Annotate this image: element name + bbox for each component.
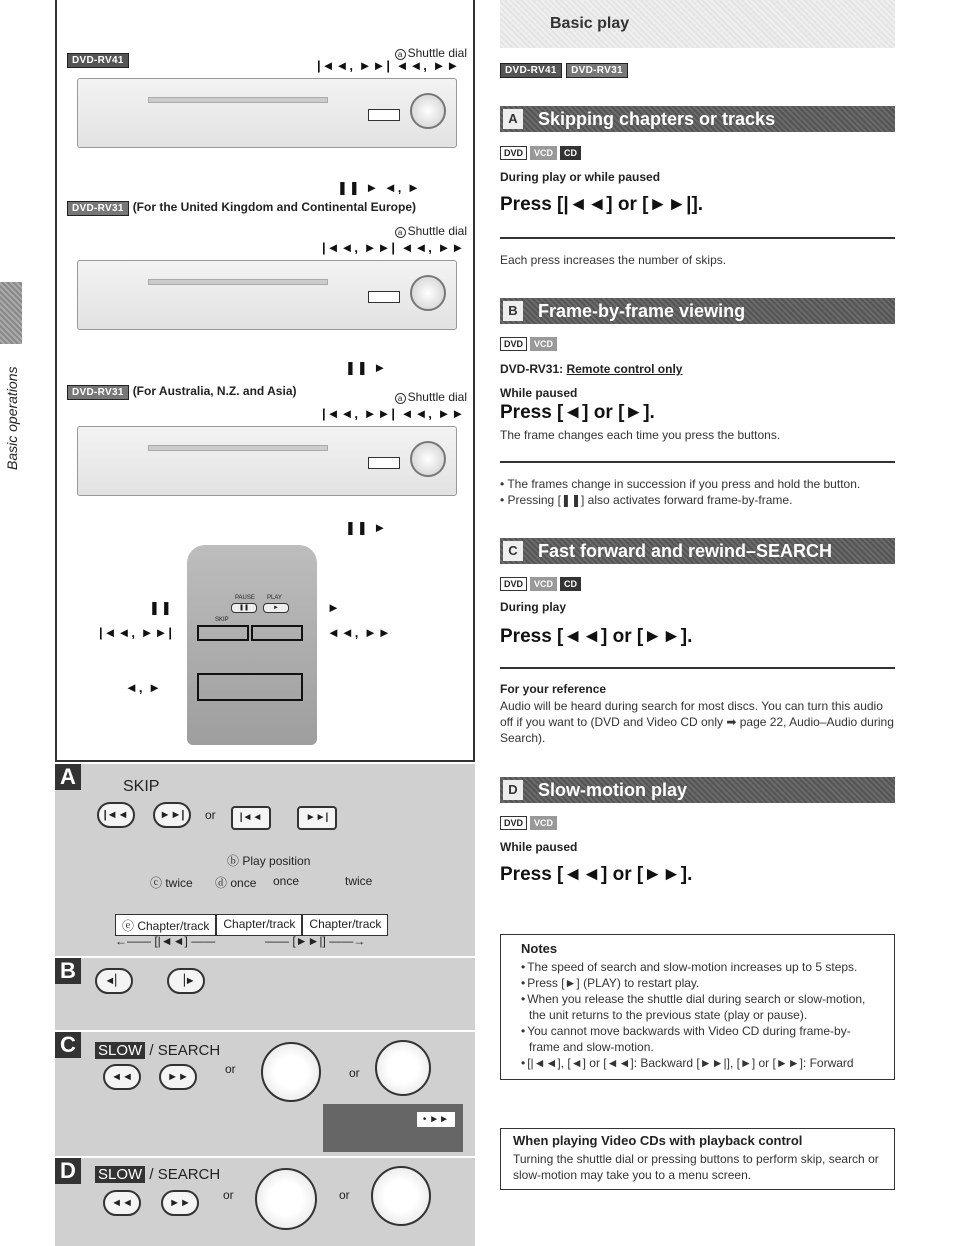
side-label: Basic operations [4, 366, 20, 470]
model-tag: DVD-RV31 [67, 385, 129, 400]
shuttle-dial[interactable] [375, 1040, 431, 1096]
panel-c-search: C SLOW / SEARCH ◄◄ ►► or or • ►► [55, 1032, 475, 1156]
reference-text: Audio will be heard during search for most discs. You can turn this audio off if you want to (DVD and Video CD only ➡ page 22, Audio–Audio during Search). [500, 699, 894, 745]
shuttle-dial [410, 441, 446, 477]
section-c-header: C Fast forward and rewind–SEARCH [500, 538, 895, 564]
frame-back-button[interactable]: ◄▏ [95, 968, 133, 994]
model-tags: DVD-RV41 DVD-RV31 [500, 60, 628, 78]
vcd-note-title: When playing Video CDs with playback control [513, 1133, 803, 1148]
section-b-header: B Frame-by-frame viewing [500, 298, 895, 324]
notes-title: Notes [521, 941, 558, 956]
bullet-text: • The frames change in succession if you press and hold the button. [500, 477, 861, 491]
skip-forward-button[interactable]: ►►| [153, 802, 191, 828]
device-symbols-top: |◄◄, ►►| ◄◄, ►► [317, 58, 461, 73]
shuttle-dial[interactable] [371, 1166, 431, 1226]
device-dvd-rv31-aus: DVD-RV31 (For Australia, N.Z. and Asia) a Shuttle dial |◄◄, ►►| ◄◄, ►► ❚❚ ► [67, 384, 467, 544]
shuttle-dial-label: a Shuttle dial [395, 46, 467, 60]
press-instruction: Press [◄◄] or [►►]. [500, 864, 693, 885]
reference-title: For your reference [500, 682, 607, 696]
skip-forward-rect-button[interactable]: ►►| [297, 806, 337, 830]
slow-forward-button[interactable]: ►► [161, 1190, 199, 1216]
note-item: • You cannot move backwards with Video CD during frame-by-frame and slow-motion. [521, 1023, 876, 1055]
skip-back-rect-button[interactable]: |◄◄ [231, 806, 271, 830]
remote-pause-symbol: ❚❚ [149, 600, 173, 615]
remote-jog-dial[interactable] [261, 1042, 321, 1102]
note-item: • Press [►] (PLAY) to restart play. [521, 975, 876, 991]
frame-buttons[interactable] [197, 673, 303, 701]
press-instruction: Press [◄] or [►]. [500, 402, 655, 423]
note-item: • [|◄◄], [◄] or [◄◄]: Backward [►►|], [►] or [►►]: Forward [521, 1055, 876, 1071]
press-instruction: Press [◄◄] or [►►]. [500, 626, 693, 647]
chapter-track-row: ⓔ Chapter/track Chapter/track Chapter/track [115, 914, 388, 936]
dvd-recorder-front [77, 78, 457, 148]
condition-text: While paused [500, 840, 578, 854]
page-title: Basic play [550, 15, 630, 32]
device-symbols-bottom: ❚❚ ► [345, 360, 388, 375]
remote-only-note: DVD-RV31: Remote control only [500, 362, 683, 376]
skip-back-button[interactable]: |◄◄ [97, 802, 135, 828]
bullet-text: • Pressing [❚❚] also activates forward frame-by-frame. [500, 493, 793, 507]
body-text: Each press increases the number of skips. [500, 253, 727, 267]
slow-back-button[interactable]: ◄◄ [103, 1190, 141, 1216]
disc-tags: DVD VCD [500, 337, 560, 351]
section-d-header: D Slow-motion play [500, 777, 895, 803]
remote-play-symbol: ► [327, 600, 341, 615]
section-tab [0, 282, 22, 344]
skip-buttons[interactable] [197, 625, 249, 641]
device-dvd-rv41 [67, 46, 467, 196]
remote-jog-dial[interactable] [255, 1168, 317, 1230]
device-illustrations [55, 0, 475, 762]
rewind-button[interactable]: ◄◄ [103, 1064, 141, 1090]
disc-tags: DVD VCD CD [500, 577, 584, 591]
disc-tags: DVD VCD [500, 816, 560, 830]
remote-skip-symbol: |◄◄, ►►| [99, 625, 173, 640]
shuttle-dial [410, 275, 446, 311]
note-item: • When you release the shuttle dial during search or slow-motion, the unit returns to the previous state (play or pause). [521, 991, 876, 1023]
remote-search-symbol: ◄◄, ►► [327, 625, 392, 640]
vcd-note-box [500, 1128, 895, 1190]
dvd-recorder-front [77, 260, 457, 330]
section-a-header: A Skipping chapters or tracks [500, 106, 895, 132]
remote-frame-symbol: ◄, ► [125, 680, 162, 695]
page-title-bar [500, 0, 895, 48]
remote-control: PAUSE PLAY ❚❚ ► SKIP [187, 545, 317, 745]
notes-box [500, 934, 895, 1080]
panel-d-slow: D SLOW / SEARCH ◄◄ ►► or or [55, 1158, 475, 1246]
model-tag: DVD-RV31 [67, 201, 129, 216]
device-dvd-rv31-uk: DVD-RV31 (For the United Kingdom and Continental Europe) a Shuttle dial |◄◄, ►►| ◄◄, ►► ❚❚ ► [67, 200, 467, 380]
device-symbols-bottom: ❚❚ ► ◄, ► [337, 180, 421, 195]
device-symbols-bottom: ❚❚ ► [345, 520, 388, 535]
condition-text: While paused [500, 386, 578, 400]
condition-text: During play [500, 600, 567, 614]
press-instruction: Press [|◄◄] or [►►|]. [500, 194, 704, 215]
shuttle-dial-label: a Shuttle dial [395, 390, 467, 404]
condition-text: During play or while paused [500, 170, 661, 184]
vcd-note-text: Turning the shuttle dial or pressing buttons to perform skip, search or slow-motion may take you to a menu screen. [513, 1152, 879, 1182]
dvd-recorder-front [77, 426, 457, 496]
panel-b-frame: B ◄▏ ▕► [55, 958, 475, 1030]
note-item: • The speed of search and slow-motion increases up to 5 steps. [521, 959, 876, 975]
device-symbols-top: |◄◄, ►►| ◄◄, ►► [322, 240, 466, 255]
search-buttons[interactable] [251, 625, 303, 641]
shuttle-dial-label: a Shuttle dial [395, 224, 467, 238]
instructions-column [500, 0, 895, 1246]
device-symbols-top: |◄◄, ►►| ◄◄, ►► [322, 406, 466, 421]
model-tag: DVD-RV41 [67, 53, 129, 68]
panel-a-skip: A SKIP |◄◄ ►►| or |◄◄ ►►| ⓑ Play position ⓒ twice ⓓ once once twice ⓔ Chapter/track Chapter/track Chapter/track ←—— [|◄◄] —— —— [►►|] ——→ [55, 764, 475, 956]
body-text: The frame changes each time you press the buttons. [500, 428, 781, 442]
play-button[interactable]: ► [263, 603, 289, 613]
disc-tags: DVD VCD CD [500, 146, 584, 160]
frame-forward-button[interactable]: ▕► [167, 968, 205, 994]
display-panel: • ►► [323, 1104, 463, 1152]
shuttle-dial [410, 93, 446, 129]
fast-forward-button[interactable]: ►► [159, 1064, 197, 1090]
pause-button[interactable]: ❚❚ [231, 603, 257, 613]
